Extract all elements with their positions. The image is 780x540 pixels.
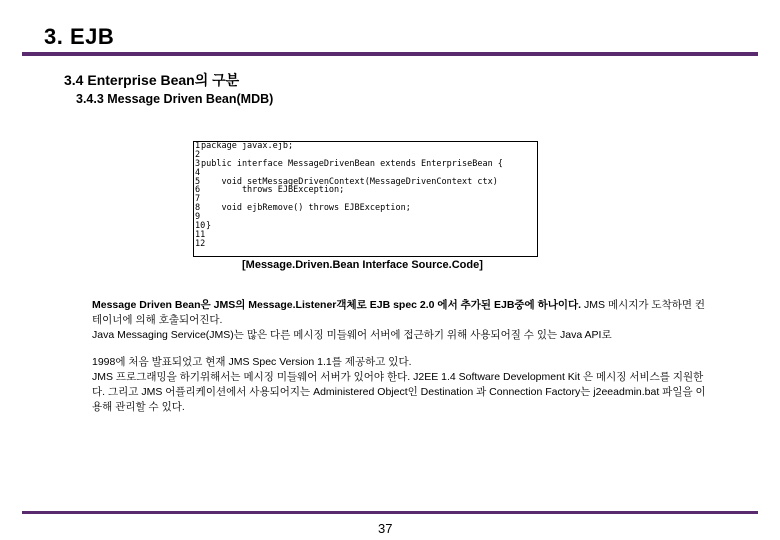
paragraph-text: Java Messaging Service(JMS)는 많은 다른 메시징 미들웨어 서버에 접근하기 위해 사용되어질 수 있는 Java API로	[92, 329, 612, 341]
line-number: 9	[195, 212, 201, 223]
code-line	[194, 142, 537, 151]
slide-title: 3. EJB	[44, 24, 115, 49]
line-number: 6	[195, 185, 201, 196]
line-number: 8	[195, 203, 201, 214]
code-line	[194, 186, 537, 195]
line-number: 7	[195, 194, 201, 205]
code-text: public interface MessageDrivenBean extends EnterpriseBean {	[201, 158, 503, 169]
paragraph-text: 1998에 처음 발표되었고 현재 JMS Spec Version 1.1를 제공하고 있다.	[92, 356, 412, 368]
paragraph-text: JMS 프로그래밍을 하기위해서는 메시징 미들웨어 서버가 있어야 한다. J2EE 1.4 Software Development Kit 은 메시징 서비스를 지원한다. 그리고 JMS 어플리케이션에서 사용되어지는 Administered Object인 Destination 과 Connection Factory는 j2eeadmin.bat 파일을 이용해 관리할 수 있다.	[92, 371, 706, 413]
code-text: }	[206, 221, 212, 232]
footer-divider	[22, 511, 758, 514]
line-number: 3	[195, 158, 201, 169]
code-text: void setMessageDrivenContext(MessageDrivenContext ctx)	[201, 176, 498, 187]
line-number: 2	[195, 149, 201, 160]
code-line	[194, 231, 537, 240]
code-text: throws EJBException;	[201, 185, 345, 196]
paragraph-text: JMS 메시지가 도착하면 컨테이너에 의해 호출되어진다.	[92, 299, 706, 326]
subsection-heading: 3.4.3 Message Driven Bean(MDB)	[76, 92, 274, 106]
line-number: 1	[195, 141, 201, 151]
code-line	[194, 213, 537, 222]
line-number: 11	[195, 229, 206, 240]
code-line	[194, 240, 537, 249]
code-caption: [Message.Driven.Bean Interface Source.Code]	[242, 259, 483, 271]
paragraph-mdb-intro	[92, 298, 712, 343]
paragraph-bold-text: Message Driven Bean은 JMS의 Message.Listener객체로 EJB spec 2.0 에서 추가된 EJB중에 하나이다.	[92, 299, 582, 311]
code-line	[194, 160, 537, 169]
code-text: void ejbRemove() throws EJBException;	[201, 203, 411, 214]
line-number: 12	[195, 238, 206, 249]
section-heading: 3.4 Enterprise Bean의 구분	[64, 72, 240, 88]
code-listing	[193, 141, 538, 257]
code-line	[194, 204, 537, 213]
line-number: 10	[195, 221, 206, 232]
page-number: 37	[378, 521, 393, 536]
code-line	[194, 222, 537, 231]
paragraph-jms	[92, 355, 712, 415]
line-number: 5	[195, 176, 201, 187]
title-divider	[22, 52, 758, 56]
code-text: package javax.ejb;	[201, 141, 294, 151]
line-number: 4	[195, 167, 201, 178]
